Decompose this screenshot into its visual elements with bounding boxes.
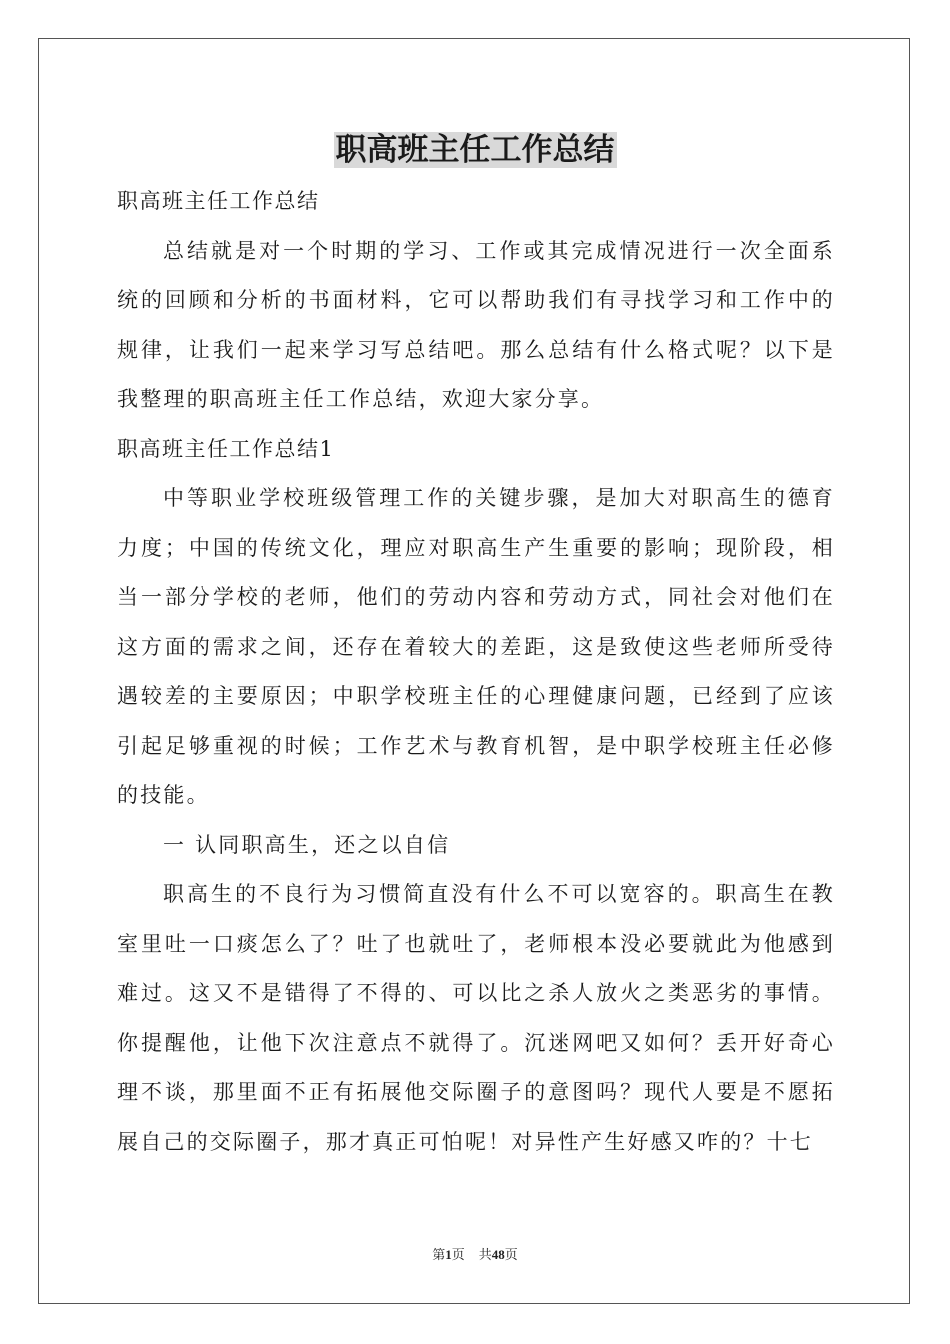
paragraph-section-heading: 职高班主任工作总结1 xyxy=(117,436,335,461)
paragraph-subheading: 一 认同职高生，还之以自信 xyxy=(163,832,451,857)
total-pages: 48 xyxy=(491,1247,505,1262)
total-suffix: 页 xyxy=(504,1247,518,1262)
paragraph-body: 职高生的不良行为习惯简直没有什么不可以宽容的。职高生在教室里吐一口痰怎么了？吐了也就吐了，老师根本没必要就此为他感到难过。这又不是错得了不得的、可以比之杀人放火之类恶劣的事情。你提醒他，让他下次注意点不就得了。沉迷网吧又如何？丢开好奇心理不谈，那里面不正有拓展他交际圈子的意图吗？现代人要是不愿拓展自己的交际圈子，那才真正可怕呢！对异性产生好感又咋的？十七 xyxy=(117,882,835,1154)
page-number: 1 xyxy=(445,1247,452,1262)
page-prefix: 第 xyxy=(432,1247,446,1262)
document-title-text: 职高班主任工作总结 xyxy=(335,132,615,168)
document-title xyxy=(0,128,950,172)
page-suffix: 页 xyxy=(451,1247,465,1262)
total-prefix: 共 xyxy=(478,1247,492,1262)
paragraph-body: 中等职业学校班级管理工作的关键步骤，是加大对职高生的德育力度；中国的传统文化，理应对职高生产生重要的影响；现阶段，相当一部分学校的老师，他们的劳动内容和劳动方式，同社会对他们在这方面的需求之间，还存在着较大的差距，这是致使这些老师所受待遇较差的主要原因；中职学校班主任的心理健康问题，已经到了应该引起足够重视的时候；工作艺术与教育机智，是中职学校班主任必修的技能。 xyxy=(117,486,835,807)
paragraph-intro: 总结就是对一个时期的学习、工作或其完成情况进行一次全面系统的回顾和分析的书面材料，它可以帮助我们有寻找学习和工作中的规律，让我们一起来学习写总结吧。那么总结有什么格式呢？以下是我整理的职高班主任工作总结，欢迎大家分享。 xyxy=(117,238,835,411)
document-body xyxy=(117,177,835,1167)
paragraph-subtitle: 职高班主任工作总结 xyxy=(117,189,320,213)
page-footer xyxy=(0,1246,950,1264)
